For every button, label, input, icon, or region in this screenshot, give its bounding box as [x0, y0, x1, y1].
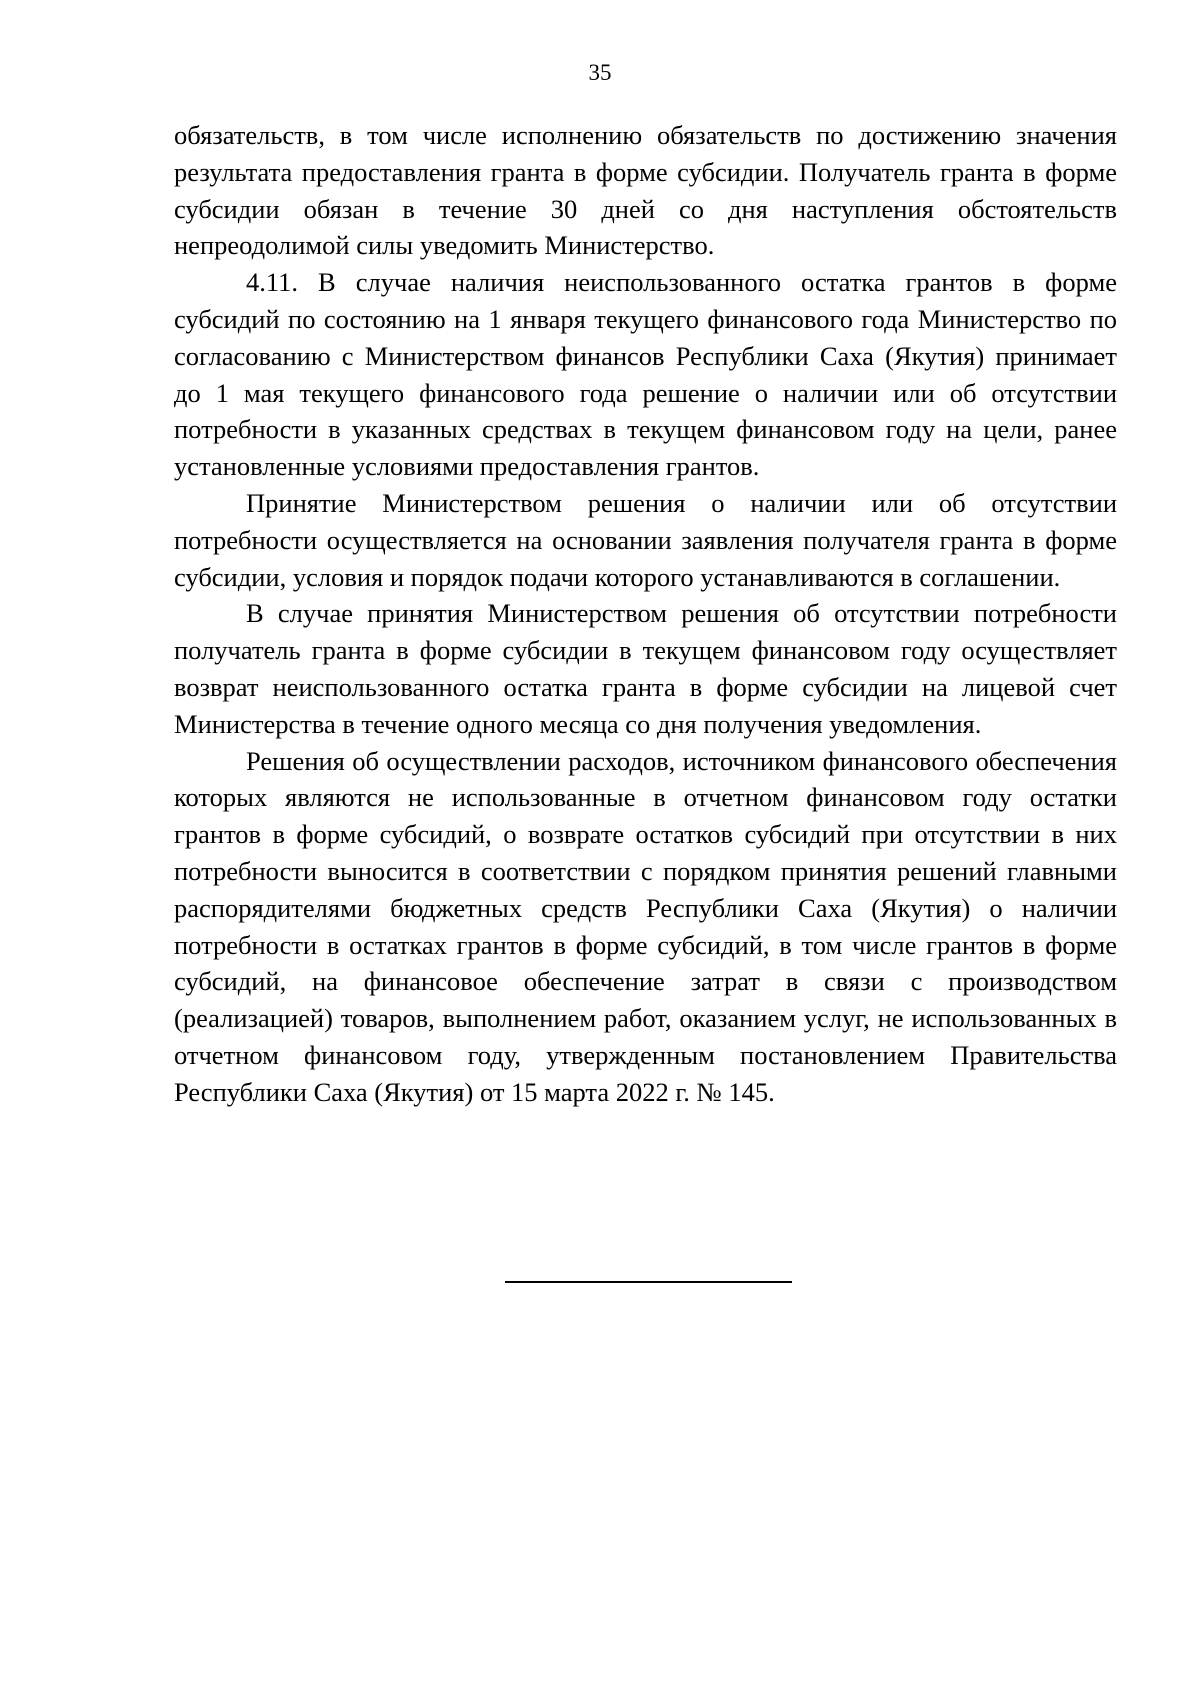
paragraph-4-11: 4.11. В случае наличия неиспользованного остатка грантов в форме субсидий по состоянию на 1 января текущего финансового года Министерство по согласованию с Министерством финансов Республики Саха (Якутия) принимает до 1 мая текущего финансового года решение о наличии или об отсутствии потребности в указанных средствах в текущем финансовом году на цели, ранее установленные условиями предоставления грантов. [174, 267, 1117, 482]
paragraph-expense-decisions: Решения об осуществлении расходов, источником финансового обеспечения которых являются не использованные в отчетном финансовом году остатки грантов в форме субсидий, о возврате остатков субсидий при отсутствии в них потребности выносится в соответствии с порядком принятия решений главными распорядителями бюджетных средств Республики Саха (Якутия) о наличии потребности в остатках грантов в форме субсидий, в том числе грантов в форме субсидий, на финансовое обеспечение затрат в связи с производством (реализацией) товаров, выполнением работ, оказанием услуг, не использованных в отчетном финансовом году, утвержденным постановлением Правительства Республики Саха (Якутия) от 15 марта 2022 г. № 145. [174, 745, 1117, 1107]
paragraph-refund: В случае принятия Министерством решения об отсутствии потребности получатель гранта в форме субсидии в текущем финансовом году осуществляет возврат неиспользованного остатка гранта в форме субсидии на лицевой счет Министерства в течение одного месяца со дня получения уведомления. [174, 598, 1117, 739]
document-body [174, 117, 1117, 1111]
end-separator-line [505, 1281, 792, 1283]
paragraph-continuation: обязательств, в том числе исполнению обязательств по достижению значения результата предоставления гранта в форме субсидии. Получатель гранта в форме субсидии обязан в течение 30 дней со дня наступления обстоятельств непреодолимой силы уведомить Министерство. [174, 120, 1117, 261]
page-number: 35 [588, 60, 612, 85]
paragraph-decision-basis: Принятие Министерством решения о наличии или об отсутствии потребности осуществляется на основании заявления получателя гранта в форме субсидии, условия и порядок подачи которого устанавливаются в соглашении. [174, 487, 1117, 592]
